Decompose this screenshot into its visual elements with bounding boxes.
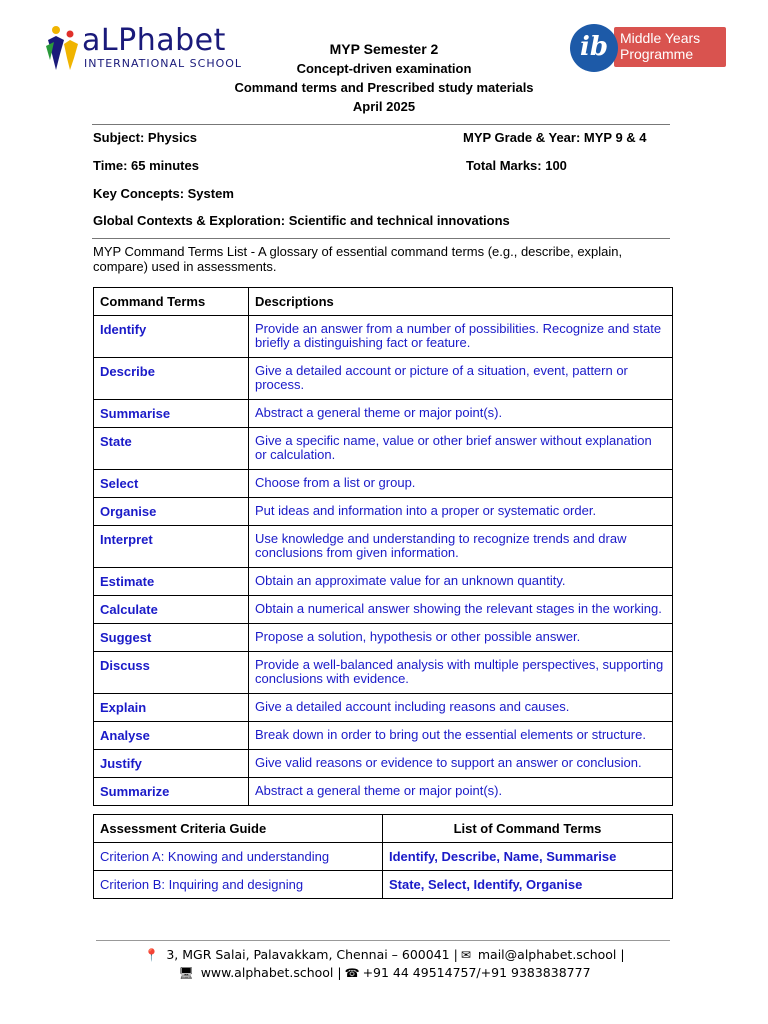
table-row bbox=[94, 778, 673, 806]
school-logo-word: aLPhabet bbox=[82, 23, 226, 58]
footer-line-2 bbox=[96, 965, 670, 980]
term-cell: Interpret bbox=[94, 526, 249, 568]
description-cell: Provide a well-balanced analysis with multiple perspectives, supporting conclusions with evidence. bbox=[249, 652, 673, 694]
footer-phone: +91 44 49514757/+91 9383838777 bbox=[362, 965, 591, 980]
page-title: MYP Semester 2 bbox=[329, 41, 439, 57]
assessment-criteria-table bbox=[93, 814, 673, 899]
table-row bbox=[94, 750, 673, 778]
description-cell: Obtain an approximate value for an unknown quantity. bbox=[249, 568, 673, 596]
table-row bbox=[94, 843, 673, 871]
grade-label: MYP Grade & Year: MYP 9 & 4 bbox=[463, 130, 647, 145]
total-marks-label: Total Marks: 100 bbox=[466, 158, 567, 173]
ib-logo-line1: Middle Years bbox=[620, 30, 701, 46]
table-row bbox=[94, 568, 673, 596]
term-cell: Identify bbox=[94, 316, 249, 358]
phone-icon: ☎ bbox=[344, 966, 360, 980]
global-contexts-label: Global Contexts & Exploration: Scientific and technical innovations bbox=[93, 213, 510, 228]
description-cell: Break down in order to bring out the essential elements or structure. bbox=[249, 722, 673, 750]
table-row bbox=[94, 400, 673, 428]
footer-email[interactable]: mail@alphabet.school bbox=[477, 947, 617, 962]
time-label: Time: 65 minutes bbox=[93, 158, 199, 173]
ib-circle-icon: ib bbox=[570, 24, 618, 72]
column-header: Command Terms bbox=[94, 288, 249, 316]
ib-logo-text bbox=[620, 30, 700, 62]
term-cell: Estimate bbox=[94, 568, 249, 596]
table-row bbox=[94, 596, 673, 624]
table-row bbox=[94, 358, 673, 400]
term-cell: Discuss bbox=[94, 652, 249, 694]
table-row bbox=[94, 871, 673, 899]
description-cell: Put ideas and information into a proper or systematic order. bbox=[249, 498, 673, 526]
description-cell: Abstract a general theme or major point(s). bbox=[249, 778, 673, 806]
table-header-row bbox=[94, 288, 673, 316]
term-cell: State bbox=[94, 428, 249, 470]
footer-separator: | bbox=[620, 947, 625, 962]
divider-middle bbox=[92, 238, 670, 239]
intro-paragraph: MYP Command Terms List - A glossary of essential command terms (e.g., describe, explain, compare) used in assessments. bbox=[93, 244, 623, 274]
description-cell: Give a detailed account including reasons and causes. bbox=[249, 694, 673, 722]
description-cell: Provide an answer from a number of possibilities. Recognize and state briefly a distinguishing fact or feature. bbox=[249, 316, 673, 358]
description-cell: Propose a solution, hypothesis or other possible answer. bbox=[249, 624, 673, 652]
key-concepts-label: Key Concepts: System bbox=[93, 186, 234, 201]
footer-line-1 bbox=[96, 947, 670, 962]
criterion-cell: Criterion B: Inquiring and designing bbox=[94, 871, 383, 899]
table-row bbox=[94, 428, 673, 470]
column-header: List of Command Terms bbox=[383, 815, 673, 843]
description-cell: Give a specific name, value or other brief answer without explanation or calculation. bbox=[249, 428, 673, 470]
footer-divider bbox=[96, 940, 670, 941]
term-cell: Summarise bbox=[94, 400, 249, 428]
table-row bbox=[94, 624, 673, 652]
description-cell: Give a detailed account or picture of a situation, event, pattern or process. bbox=[249, 358, 673, 400]
exam-date: April 2025 bbox=[352, 99, 416, 114]
term-cell: Calculate bbox=[94, 596, 249, 624]
term-cell: Describe bbox=[94, 358, 249, 400]
criterion-terms-cell: Identify, Describe, Name, Summarise bbox=[383, 843, 673, 871]
description-cell: Choose from a list or group. bbox=[249, 470, 673, 498]
footer-website[interactable]: www.alphabet.school bbox=[200, 965, 334, 980]
footer-address: 3, MGR Salai, Palavakkam, Chennai – 600041 bbox=[166, 947, 450, 962]
divider-top bbox=[92, 124, 670, 125]
subject-label: Subject: Physics bbox=[93, 130, 198, 145]
description-cell: Obtain a numerical answer showing the relevant stages in the working. bbox=[249, 596, 673, 624]
term-cell: Select bbox=[94, 470, 249, 498]
ib-logo-line2: Programme bbox=[620, 46, 694, 62]
term-cell: Analyse bbox=[94, 722, 249, 750]
document-heading bbox=[200, 40, 568, 116]
column-header: Descriptions bbox=[249, 288, 673, 316]
school-logo bbox=[44, 23, 243, 74]
footer-separator: | bbox=[453, 947, 458, 962]
table-row bbox=[94, 526, 673, 568]
table-row bbox=[94, 652, 673, 694]
term-cell: Organise bbox=[94, 498, 249, 526]
table-row bbox=[94, 470, 673, 498]
school-logo-subtitle: INTERNATIONAL SCHOOL bbox=[84, 57, 243, 70]
command-terms-table bbox=[93, 287, 673, 806]
table-header-row bbox=[94, 815, 673, 843]
table-row bbox=[94, 316, 673, 358]
term-cell: Explain bbox=[94, 694, 249, 722]
description-cell: Abstract a general theme or major point(s). bbox=[249, 400, 673, 428]
children-figures-icon bbox=[44, 24, 84, 74]
location-pin-icon: 📍 bbox=[144, 948, 160, 962]
table-row bbox=[94, 722, 673, 750]
page-subheading: Command terms and Prescribed study materials bbox=[234, 80, 534, 95]
table-row bbox=[94, 498, 673, 526]
column-header: Assessment Criteria Guide bbox=[94, 815, 383, 843]
criterion-terms-cell: State, Select, Identify, Organise bbox=[383, 871, 673, 899]
mail-icon: ✉ bbox=[460, 948, 471, 962]
term-cell: Suggest bbox=[94, 624, 249, 652]
criterion-cell: Criterion A: Knowing and understanding bbox=[94, 843, 383, 871]
footer-separator: | bbox=[337, 965, 342, 980]
term-cell: Summarize bbox=[94, 778, 249, 806]
ib-myp-logo bbox=[570, 24, 726, 72]
table-row bbox=[94, 694, 673, 722]
term-cell: Justify bbox=[94, 750, 249, 778]
description-cell: Give valid reasons or evidence to support an answer or conclusion. bbox=[249, 750, 673, 778]
website-icon: 🖥 bbox=[178, 966, 194, 980]
page-subtitle: Concept-driven examination bbox=[296, 61, 472, 76]
description-cell: Use knowledge and understanding to recognize trends and draw conclusions from given information. bbox=[249, 526, 673, 568]
